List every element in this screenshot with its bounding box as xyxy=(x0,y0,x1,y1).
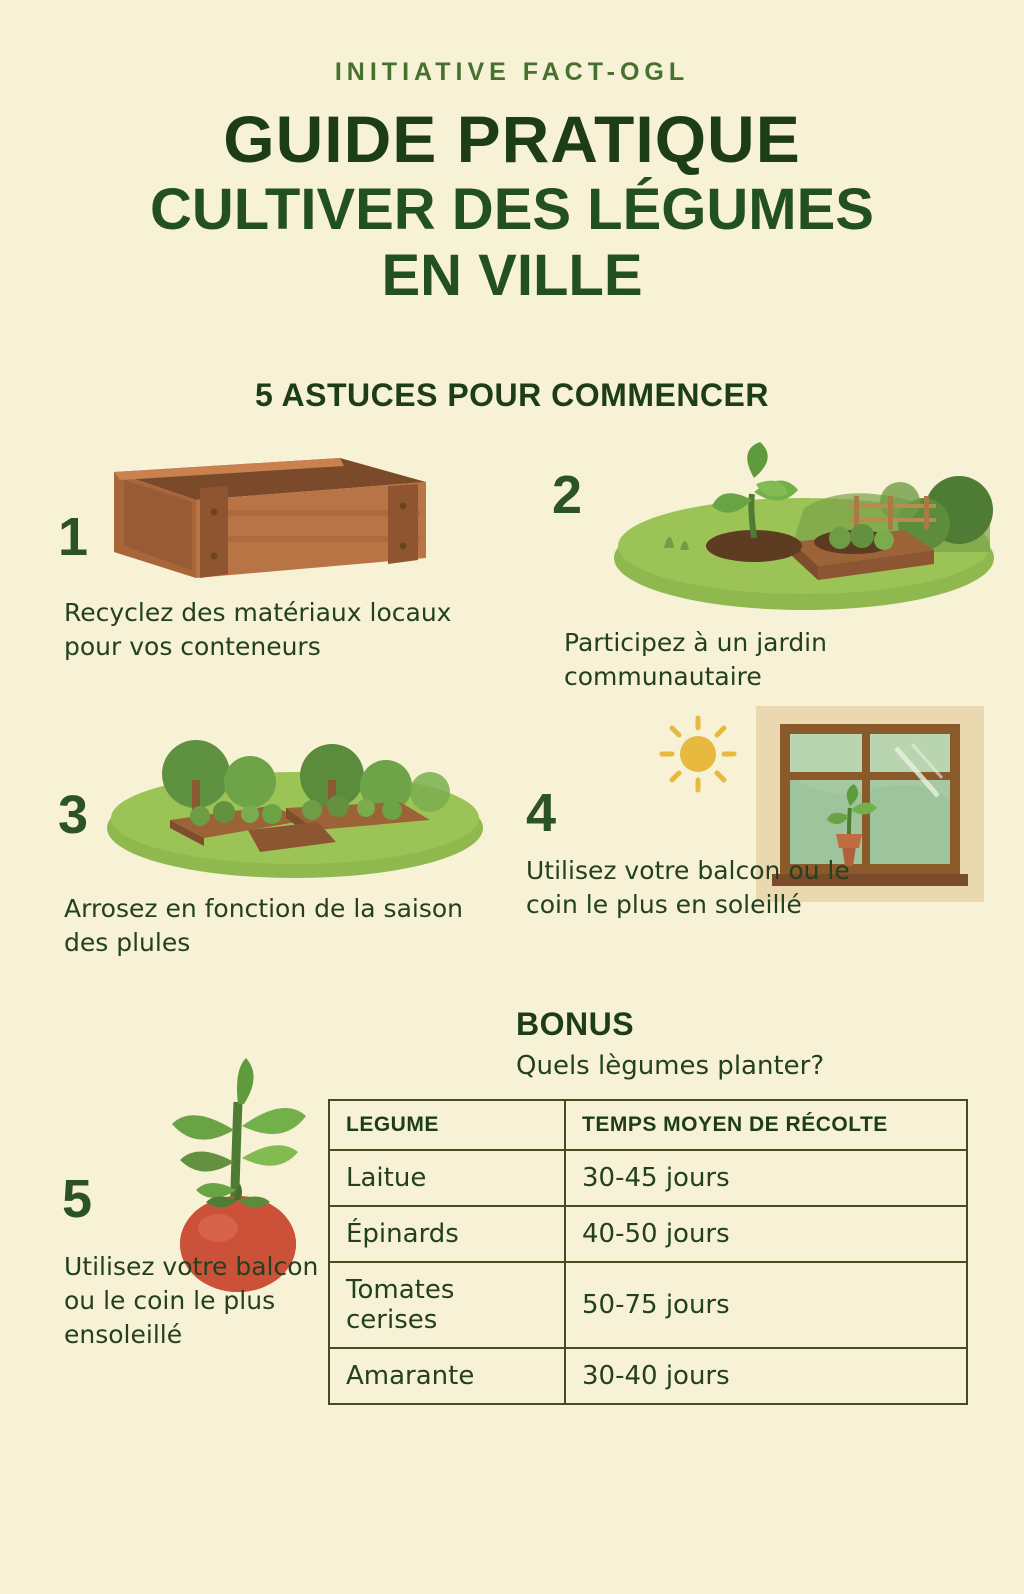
table-row xyxy=(329,1150,967,1206)
tip-number-5: 5 xyxy=(62,1169,93,1229)
kicker-text: INITIATIVE FACT-OGL xyxy=(334,58,690,86)
tip-text-4: Utilisez votre balcon ou le coin le plus en soleillé xyxy=(526,856,850,919)
page-subtitle-line1: CULTIVER DES LÉGUMES xyxy=(150,177,874,242)
page-subtitle-line2: EN VILLE xyxy=(381,243,643,308)
sun-icon xyxy=(662,718,734,790)
cell-vegetable: Épinards xyxy=(329,1206,565,1262)
page-title: GUIDE PRATIQUE xyxy=(223,102,801,176)
cell-vegetable: Laitue xyxy=(329,1150,565,1206)
tip-number-1: 1 xyxy=(58,507,89,567)
bonus-block xyxy=(346,1006,976,1405)
bottom-section xyxy=(0,1006,1024,1526)
section-title: 5 ASTUCES POUR COMMENCER xyxy=(255,377,769,413)
table-row xyxy=(329,1348,967,1404)
wooden-planter-box-illustration xyxy=(100,448,430,592)
tip-number-3: 3 xyxy=(58,785,89,845)
table-header-temps: TEMPS MOYEN DE RÉCOLTE xyxy=(565,1100,967,1150)
cell-vegetable: Amarante xyxy=(329,1348,565,1404)
cell-vegetable: Tomates cerises xyxy=(329,1262,565,1348)
vegetable-harvest-table xyxy=(328,1099,968,1405)
tip-text-1: Recyclez des matériaux locaux pour vos conteneurs xyxy=(64,598,452,661)
table-header-row xyxy=(329,1100,967,1150)
tip-text-5: Utilisez votre balcon ou le coin le plus ensoleillé xyxy=(64,1252,319,1349)
cell-harvest-time: 30-40 jours xyxy=(565,1348,967,1404)
cell-harvest-time: 50-75 jours xyxy=(565,1262,967,1348)
bonus-subtitle: Quels lègumes planter? xyxy=(516,1051,825,1081)
bonus-title: BONUS xyxy=(516,1006,635,1042)
tip-number-4: 4 xyxy=(526,783,557,843)
tip-number-2: 2 xyxy=(552,465,583,525)
infographic-page xyxy=(0,58,1024,1594)
tips-grid xyxy=(0,438,1024,998)
tip-text-3: Arrosez en fonction de la saison des plules xyxy=(64,894,463,957)
table-row xyxy=(329,1206,967,1262)
garden-beds-watering-illustration xyxy=(100,710,490,889)
tip-text-2: Participez à un jardin communautaire xyxy=(564,628,827,691)
cell-harvest-time: 30-45 jours xyxy=(565,1150,967,1206)
cell-harvest-time: 40-50 jours xyxy=(565,1206,967,1262)
community-garden-illustration xyxy=(604,438,1004,617)
table-row xyxy=(329,1262,967,1348)
table-header-legume: LEGUME xyxy=(329,1100,565,1150)
